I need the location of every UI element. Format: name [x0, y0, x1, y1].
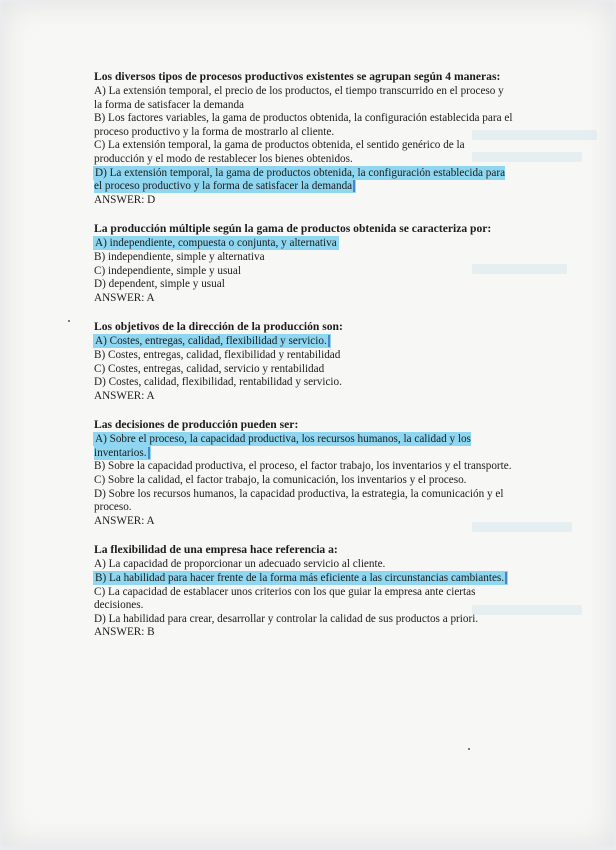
question-block	[94, 543, 514, 640]
question-title: Las decisiones de producción pueden ser:	[94, 418, 299, 432]
option-d: D) Costes, calidad, flexibilidad, rentabilidad y servicio.	[94, 376, 342, 389]
question-block	[94, 320, 514, 403]
answer-line: ANSWER: A	[94, 291, 155, 304]
highlighted-text: A) independiente, compuesta o conjunta, y alternativa	[95, 237, 337, 250]
question-title: La flexibilidad de una empresa hace referencia a:	[94, 543, 338, 557]
option-d: D) dependent, simple y usual	[94, 278, 225, 291]
highlighted-text: A) Costes, entregas, calidad, flexibilidad y servicio.	[94, 335, 330, 347]
scanned-page	[2, 2, 614, 846]
option-d: D) La habilidad para crear, desarrollar y controlar la calidad de sus productos a priori.	[94, 612, 479, 625]
highlighted-text: D) La extensión temporal, la gama de productos obtenida, la configuración establecida para el proceso productivo y la forma de satisfacer la demanda	[94, 166, 506, 193]
option-a	[94, 237, 514, 251]
answer-line: ANSWER: B	[94, 626, 155, 639]
answer-line: ANSWER: A	[94, 514, 155, 527]
scan-speck	[468, 748, 470, 750]
option-d	[94, 167, 514, 194]
question-block	[94, 222, 514, 305]
option-c: C) independiente, simple y usual	[94, 264, 241, 277]
option-b	[94, 572, 514, 586]
question-title: Los diversos tipos de procesos productivos existentes se agrupan según 4 maneras:	[94, 70, 501, 83]
option-c: C) La capacidad de establacer unos criterios con los que guiar la empresa ante ciertas decisiones.	[94, 585, 476, 612]
scan-speck	[68, 320, 70, 322]
option-b: B) independiente, simple y alternativa	[94, 250, 265, 263]
answer-line: ANSWER: A	[94, 389, 155, 402]
option-a	[94, 433, 514, 460]
option-b: B) Costes, entregas, calidad, flexibilidad y rentabilidad	[94, 348, 341, 361]
option-c: C) Costes, entregas, calidad, servicio y rentabilidad	[94, 362, 325, 375]
question-list	[94, 70, 514, 655]
answer-line: ANSWER: D	[94, 193, 156, 206]
question-block	[94, 418, 514, 528]
question-title: Los objetivos de la dirección de la producción son:	[94, 320, 343, 334]
question-title: La producción múltiple según la gama de productos obtenida se caracteriza por:	[94, 222, 492, 236]
option-c: C) La extensión temporal, la gama de productos obtenida, el sentido genérico de la producción y el modo de restablecer los bienes obtenidos.	[94, 139, 465, 165]
option-a: A) La extensión temporal, el precio de los productos, el tiempo transcurrido en el proceso y la forma de satisfacer la demanda	[94, 85, 504, 111]
option-a	[94, 335, 514, 349]
option-b: B) Los factores variables, la gama de productos obtenida, la configuración establecida para el proceso productivo y la forma de mostrarlo al cliente.	[94, 112, 513, 138]
option-c: C) Sobre la calidad, el factor trabajo, la comunicación, los inventarios y el proceso.	[94, 474, 467, 487]
highlighted-text: B) La habilidad para hacer frente de la forma más eficiente a las circunstancias cambiantes.	[94, 572, 507, 584]
question-block	[94, 70, 514, 207]
option-a: A) La capacidad de proporcionar un adecuado servicio al cliente.	[94, 558, 386, 571]
highlighted-text: A) Sobre el proceso, la capacidad productiva, los recursos humanos, la calidad y los inventarios.	[94, 433, 471, 459]
option-d: D) Sobre los recursos humanos, la capacidad productiva, la estrategia, la comunicación y el proceso.	[94, 487, 504, 514]
option-b: B) Sobre la capacidad productiva, el proceso, el factor trabajo, los inventarios y el transporte.	[94, 460, 512, 473]
